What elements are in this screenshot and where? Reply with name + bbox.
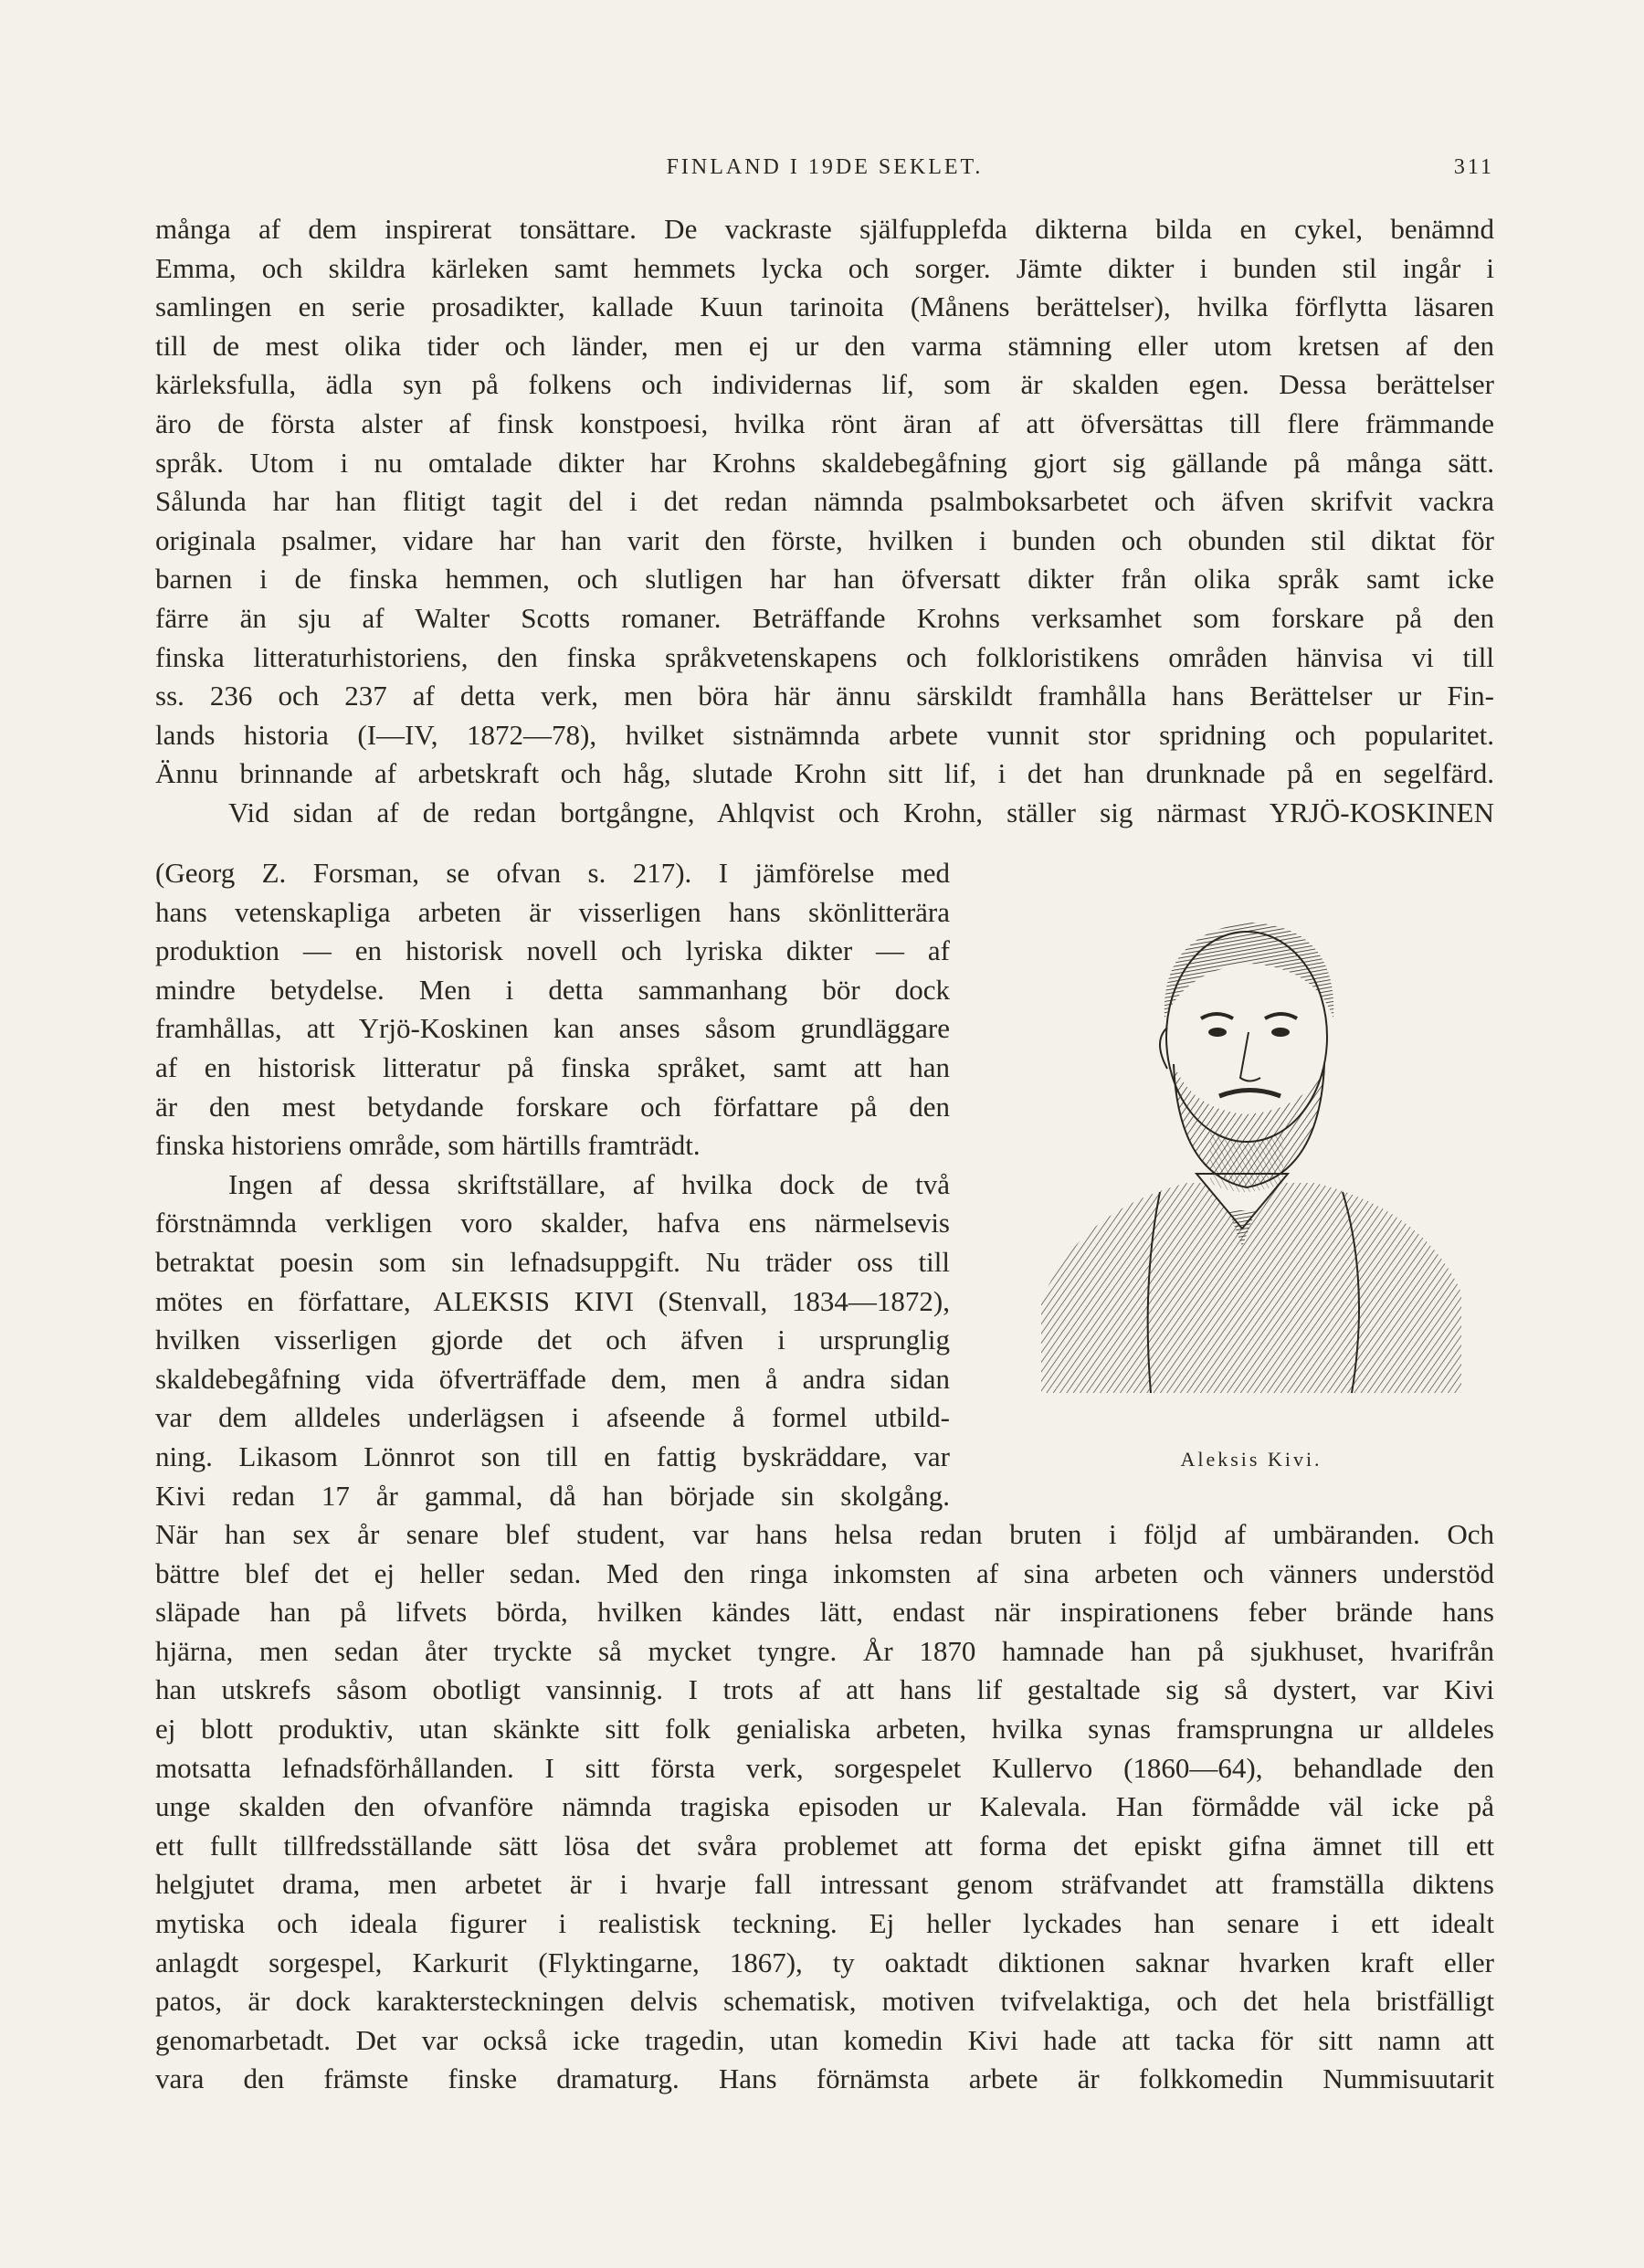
text-line: (Georg Z. Forsman, se ofvan s. 217). I jämförelse med: [155, 857, 950, 889]
text-line: förstnämnda verkligen voro skalder, hafva ens närmelsevis: [155, 1207, 950, 1239]
page-number: 311: [1453, 155, 1494, 179]
text-line: mytiska och ideala figurer i realistisk teckning. Ej heller lyckades han senare i ett idealt: [155, 1906, 1494, 1939]
text-line: hvilken visserligen gjorde det och äfven i ursprunglig: [155, 1324, 950, 1356]
text-line: ej blott produktiv, utan skänkte sitt folk genialiska arbeten, hvilka synas framsprungna ur alldeles: [155, 1712, 1494, 1745]
text-line: var dem alldeles underlägsen i afseende å formel utbild-: [155, 1401, 950, 1434]
text-line: originala psalmer, vidare har han varit den förste, hvilken i bunden och obunden stil diktat för: [155, 523, 1494, 556]
text-line: Emma, och skildra kärleken samt hemmets lycka och sorger. Jämte dikter i bunden stil ingår i: [155, 251, 1494, 284]
text-line: färre än sju af Walter Scotts romaner. Beträffande Krohns verksamhet som forskare på den: [155, 601, 1494, 634]
running-head: [155, 155, 1494, 192]
body-text-bottom: [155, 1515, 1494, 2099]
text-line: bättre blef det ej heller sedan. Med den ringa inkomsten af sina arbeten och vänners understöd: [155, 1556, 1494, 1589]
text-line: betraktat poesin som sin lefnadsuppgift. Nu träder oss till: [155, 1245, 950, 1278]
text-line: När han sex år senare blef student, var hans helsa redan bruten i följd af umbäranden. Och: [155, 1518, 1494, 1550]
text-line: släpade han på lifvets börda, hvilken kändes lätt, endast när inspirationens feber brände hans: [155, 1596, 1494, 1629]
text-line: kärleksfulla, ädla syn på folkens och individernas lif, som är skalden egen. Dessa berättelser: [155, 368, 1494, 401]
text-line: anlagdt sorgespel, Karkurit (Flyktingarne, 1867), ty oaktadt diktionen saknar hvarken kraft eller: [155, 1946, 1494, 1978]
text-line: hjärna, men sedan åter tryckte så mycket tyngre. År 1870 hamnade han på sjukhuset, hvarifrån: [155, 1634, 1494, 1667]
text-line: många af dem inspirerat tonsättare. De vackraste själfupplefda dikterna bilda en cykel, benämnd: [155, 213, 1494, 245]
text-line: ss. 236 och 237 af detta verk, men böra här ännu särskildt framhålla hans Berättelser ur Fin-: [155, 680, 1494, 712]
text-line: patos, är dock karaktersteckningen delvis schematisk, motiven tvifvelaktiga, och det hela bristfälligt: [155, 1985, 1494, 2018]
running-head-title: FINLAND I 19DE SEKLET.: [666, 155, 984, 179]
text-line: motsatta lefnadsförhållanden. I sitt första verk, sorgespelet Kullervo (1860—64), behandlade den: [155, 1751, 1494, 1784]
portrait-engraving: [1023, 881, 1480, 1429]
text-line: mindre betydelse. Men i detta sammanhang bör dock: [155, 973, 950, 1006]
text-line: vara den främste finske dramaturg. Hans förnämsta arbete är folkkomedin Nummisuutarit: [155, 2062, 1494, 2095]
text-line: barnen i de finska hemmen, och slutligen har han öfversatt dikter från olika språk samt icke: [155, 563, 1494, 596]
text-line: han utskrefs såsom obotligt vansinnig. I trots af att hans lif gestaltade sig så dystert, var Kivi: [155, 1673, 1494, 1706]
text-line: hans vetenskapliga arbeten är visserligen hans skönlitterära: [155, 895, 950, 928]
body-text-top: [155, 210, 1494, 833]
text-line: Ingen af dessa skriftställare, af hvilka dock de två: [228, 1167, 950, 1200]
portrait-icon: [1023, 881, 1480, 1429]
text-line: Ännu brinnande af arbetskraft och håg, slutade Krohn sitt lif, i det han drunknade på en segelfärd.: [155, 757, 1494, 790]
text-line: unge skalden den ofvanföre nämnda tragiska episoden ur Kalevala. Han förmådde väl icke på: [155, 1790, 1494, 1823]
text-line: framhållas, att Yrjö-Koskinen kan anses såsom grundläggare: [155, 1012, 950, 1045]
text-line: af en historisk litteratur på finska språket, samt att han: [155, 1050, 950, 1083]
text-line: genomarbetadt. Det var också icke tragedin, utan komedin Kivi hade att tacka för sitt namn att: [155, 2023, 1494, 2056]
text-line: samlingen en serie prosadikter, kallade Kuun tarinoita (Månens berättelser), hvilka förflytta läsaren: [155, 290, 1494, 323]
text-line: finska litteraturhistoriens, den finska språkvetenskapens och folkloristikens områden hänvisa vi till: [155, 640, 1494, 673]
text-line: Vid sidan af de redan bortgångne, Ahlqvist och Krohn, ställer sig närmast YRJÖ-KOSKINEN: [228, 796, 1494, 828]
text-line: till de mest olika tider och länder, men ej ur den varma stämning eller utom kretsen af den: [155, 329, 1494, 362]
text-line: finska historiens område, som härtills framträdt.: [155, 1129, 701, 1162]
text-line: helgjutet drama, men arbetet är i hvarje fall intressant genom sträfvandet att framställa diktens: [155, 1868, 1494, 1901]
text-line: är den mest betydande forskare och författare på den: [155, 1090, 950, 1123]
text-line: Kivi redan 17 år gammal, då han började sin skolgång.: [155, 1479, 950, 1512]
text-line: ning. Likasom Lönnrot son till en fattig byskräddare, var: [155, 1440, 950, 1472]
text-line: äro de första alster af finsk konstpoesi, hvilka rönt äran af att öfversättas till flere främmande: [155, 406, 1494, 439]
text-line: språk. Utom i nu omtalade dikter har Krohns skaldebegåfning gjort sig gällande på många sätt.: [155, 446, 1494, 479]
text-line: produktion — en historisk novell och lyriska dikter — af: [155, 934, 950, 967]
text-line: mötes en författare, ALEKSIS KIVI (Stenvall, 1834—1872),: [155, 1284, 950, 1317]
text-line: skaldebegåfning vida öfverträffade dem, men å andra sidan: [155, 1362, 950, 1395]
text-line: Sålunda har han flitigt tagit del i det redan nämnda psalmboksarbetet och äfven skrifvit vackra: [155, 485, 1494, 518]
body-text-beside-figure: [155, 854, 950, 1515]
figure-caption: Aleksis Kivi.: [1180, 1448, 1323, 1471]
text-line: lands historia (I—IV, 1872—78), hvilket sistnämnda arbete vunnit stor spridning och popularitet.: [155, 718, 1494, 751]
text-line: ett fullt tillfredsställande sätt lösa det svåra problemet att forma det episkt gifna ämnet till ett: [155, 1829, 1494, 1862]
